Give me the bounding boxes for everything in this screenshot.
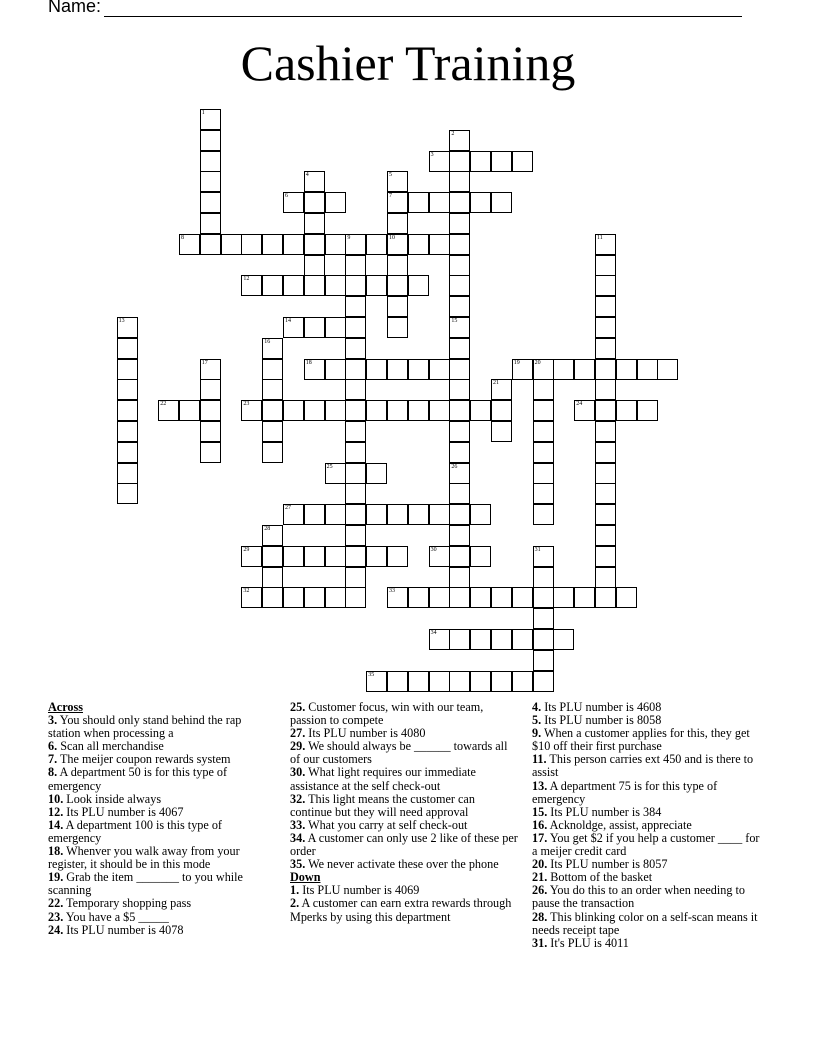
crossword-cell[interactable] [533,504,554,525]
across-clue: 25. Customer focus, win with our team, passion to compete [290,700,484,728]
clue-number: 10 [389,234,395,241]
crossword-cell[interactable] [533,400,554,421]
crossword-cell[interactable] [595,546,616,567]
crossword-cell[interactable] [449,234,470,255]
down-clue: 31. It's PLU is 4011 [532,935,629,950]
crossword-cell[interactable] [241,546,262,567]
clue-number: 16 [264,338,271,345]
crossword-cell[interactable] [595,359,616,380]
across-clue: 8. A department 50 is for this type of emergency [48,765,228,793]
crossword-cell[interactable] [595,463,616,484]
crossword-cell[interactable] [283,587,304,608]
crossword-cell[interactable] [345,587,366,608]
crossword-cell[interactable] [200,234,221,255]
crossword-cell[interactable] [429,504,450,525]
crossword-cell[interactable] [262,546,283,567]
crossword-cell[interactable] [117,442,138,463]
crossword-cell[interactable] [429,546,450,567]
crossword-cell[interactable] [387,213,408,234]
clue-column-3 [532,701,760,950]
crossword-cell[interactable] [595,234,616,255]
clue-number: 17 [201,359,208,366]
crossword-cell[interactable] [595,296,616,317]
crossword-cell[interactable] [325,400,346,421]
clue-number: 24 [576,401,583,408]
down-clue: 17. You get $2 if you help a customer ____ for a meijer credit card [532,830,760,859]
across-clue: 24. Its PLU number is 4078 [48,922,184,937]
crossword-cell[interactable] [408,359,429,380]
crossword-cell[interactable] [117,421,138,442]
across-clue: 30. What light requires our immediate assistance at the self check-out [290,765,476,793]
crossword-cell[interactable] [387,359,408,380]
down-heading: Down [290,870,321,885]
across-clue: 32. This light means the customer can continue but they will need approval [290,791,475,819]
crossword-cell[interactable] [304,317,325,338]
crossword-cell[interactable] [553,587,574,608]
crossword-cell[interactable] [345,483,366,504]
crossword-cell[interactable] [470,400,491,421]
across-clue: 18. Whenver you walk away from your register, it should be in this mode [48,844,240,872]
crossword-cell[interactable] [387,504,408,525]
crossword-cell[interactable] [470,671,491,692]
down-clue: 16. Acknoldge, assist, appreciate [532,817,692,832]
crossword-cell[interactable] [345,359,366,380]
crossword-cell[interactable] [304,255,325,276]
clue-number: 26 [451,463,458,470]
crossword-cell[interactable] [325,546,346,567]
crossword-cell[interactable] [429,359,450,380]
crossword-cell[interactable] [200,400,221,421]
crossword-cell[interactable] [366,546,387,567]
clue-number: 3 [430,151,434,158]
clue-number: 7 [389,193,392,200]
crossword-cell[interactable] [449,275,470,296]
across-clue: 7. The meijer coupon rewards system [48,752,231,767]
crossword-cell[interactable] [533,359,554,380]
crossword-cell[interactable] [449,213,470,234]
crossword-cell[interactable] [325,275,346,296]
clue-number: 18 [305,359,312,366]
crossword-cell[interactable] [304,587,325,608]
crossword-cell[interactable] [283,192,304,213]
crossword-cell[interactable] [595,567,616,588]
crossword-cell[interactable] [491,421,512,442]
crossword-cell[interactable] [595,587,616,608]
crossword-cell[interactable] [366,359,387,380]
crossword-cell[interactable] [616,359,637,380]
crossword-cell[interactable] [512,587,533,608]
crossword-cell[interactable] [345,525,366,546]
clue-number: 27 [285,505,291,512]
crossword-cell[interactable] [262,525,283,546]
across-heading: Across [48,700,83,714]
crossword-cell[interactable] [304,171,325,192]
crossword-cell[interactable] [200,192,221,213]
crossword-cell[interactable] [241,587,262,608]
crossword-cell[interactable] [491,379,512,400]
clue-number: 32 [243,588,250,595]
crossword-cell[interactable] [117,400,138,421]
crossword-cell[interactable] [429,151,450,172]
crossword-cell[interactable] [117,317,138,338]
crossword-cell[interactable] [637,359,658,380]
crossword-cell[interactable] [616,587,637,608]
crossword-cell[interactable] [200,421,221,442]
crossword-cell[interactable] [200,109,221,130]
crossword-cell[interactable] [449,546,470,567]
crossword-cell[interactable] [158,400,179,421]
crossword-cell[interactable] [200,213,221,234]
crossword-cell[interactable] [345,379,366,400]
crossword-cell[interactable] [470,504,491,525]
crossword-cell[interactable] [117,338,138,359]
crossword-cell[interactable] [117,463,138,484]
crossword-cell[interactable] [429,192,450,213]
crossword-cell[interactable] [117,483,138,504]
crossword-cell[interactable] [387,275,408,296]
clue-number: 33 [389,588,395,595]
crossword-cell[interactable] [449,629,470,650]
across-clue: 29. We should always be ______ towards all of our customers [290,739,508,767]
clue-number: 34 [430,630,437,636]
crossword-cell[interactable] [470,192,491,213]
crossword-cell[interactable] [117,359,138,380]
crossword-cell[interactable] [533,567,554,588]
crossword-cell[interactable] [533,421,554,442]
crossword-cell[interactable] [595,379,616,400]
crossword-cell[interactable] [262,338,283,359]
crossword-cell[interactable] [262,359,283,380]
crossword-cell[interactable] [262,442,283,463]
clue-number: 4 [305,172,309,179]
crossword-cell[interactable] [595,317,616,338]
crossword-cell[interactable] [387,234,408,255]
clue-number: 1 [201,110,205,116]
crossword-cell[interactable] [470,587,491,608]
crossword-cell[interactable] [221,234,242,255]
crossword-cell[interactable] [533,587,554,608]
clue-number: 5 [389,172,392,179]
across-clue: 14. A department 100 is this type of emergency [48,817,222,845]
crossword-cell[interactable] [574,359,595,380]
crossword-cell[interactable] [512,359,533,380]
crossword-cell[interactable] [117,379,138,400]
crossword-cell[interactable] [574,587,595,608]
crossword-cell[interactable] [408,275,429,296]
crossword-cell[interactable] [533,463,554,484]
crossword-cell[interactable] [449,671,470,692]
crossword-cell[interactable] [595,525,616,546]
crossword-cell[interactable] [345,400,366,421]
across-clue: 33. What you carry at self check-out [290,817,468,832]
crossword-cell[interactable] [262,400,283,421]
down-clue: 21. Bottom of the basket [532,870,653,885]
down-clue: 20. Its PLU number is 8057 [532,857,668,872]
crossword-cell[interactable] [449,567,470,588]
across-clue: 6. Scan all merchandise [48,739,164,754]
crossword-cell[interactable] [325,587,346,608]
crossword-cell[interactable] [449,463,470,484]
crossword-cell[interactable] [449,130,470,151]
crossword-cell[interactable] [283,317,304,338]
clue-number: 30 [430,546,437,553]
crossword-cell[interactable] [574,400,595,421]
crossword-cell[interactable] [533,546,554,567]
crossword-cell[interactable] [345,504,366,525]
crossword-cell[interactable] [345,442,366,463]
crossword-cell[interactable] [262,379,283,400]
crossword-cell[interactable] [512,629,533,650]
crossword-cell[interactable] [449,171,470,192]
crossword-cell[interactable] [595,483,616,504]
crossword-cell[interactable] [387,587,408,608]
clue-number: 14 [285,318,291,324]
crossword-cell[interactable] [616,400,637,421]
crossword-cell[interactable] [491,151,512,172]
crossword-cell[interactable] [429,629,450,650]
crossword-cell[interactable] [491,400,512,421]
crossword-cell[interactable] [491,671,512,692]
crossword-cell[interactable] [366,671,387,692]
across-clue: 3. You should only stand behind the rap station when processing a [48,713,242,741]
crossword-cell[interactable] [595,400,616,421]
crossword-cell[interactable] [283,234,304,255]
crossword-cell[interactable] [512,151,533,172]
clue-number: 22 [160,401,167,408]
crossword-cell[interactable] [345,546,366,567]
down-clue: 4. Its PLU number is 4608 [532,700,662,714]
across-clue: 12. Its PLU number is 4067 [48,804,184,819]
crossword-cell[interactable] [366,400,387,421]
crossword-cell[interactable] [595,421,616,442]
crossword-cell[interactable] [408,234,429,255]
crossword-cell[interactable] [262,567,283,588]
down-clue: 5. Its PLU number is 8058 [532,713,662,728]
crossword-cell[interactable] [366,275,387,296]
crossword-cell[interactable] [387,400,408,421]
crossword-cell[interactable] [595,442,616,463]
across-clue: 19. Grab the item _______ to you while scanning [48,870,243,898]
crossword-cell[interactable] [304,546,325,567]
clue-number: 23 [243,401,250,408]
crossword-cell[interactable] [304,192,325,213]
crossword-cell[interactable] [387,192,408,213]
clue-number: 15 [451,318,458,324]
clue-column-2 [290,701,518,924]
down-clue: 15. Its PLU number is 384 [532,804,662,819]
crossword-cell[interactable] [366,504,387,525]
crossword-cell[interactable] [595,275,616,296]
crossword-cell[interactable] [491,192,512,213]
clue-number: 6 [285,193,288,200]
clue-number: 12 [243,276,250,283]
name-label: Name: [48,0,102,16]
crossword-cell[interactable] [200,130,221,151]
crossword-cell[interactable] [387,546,408,567]
crossword-cell[interactable] [262,587,283,608]
crossword-cell[interactable] [325,317,346,338]
crossword-cell[interactable] [241,234,262,255]
clue-number: 35 [368,671,375,678]
crossword-cell[interactable] [200,151,221,172]
crossword-cell[interactable] [595,338,616,359]
crossword-cell[interactable] [449,525,470,546]
crossword-cell[interactable] [325,192,346,213]
crossword-cell[interactable] [408,192,429,213]
crossword-cell[interactable] [449,192,470,213]
crossword-cell[interactable] [325,504,346,525]
crossword-cell[interactable] [283,275,304,296]
crossword-cell[interactable] [262,421,283,442]
crossword-cell[interactable] [408,587,429,608]
crossword-cell[interactable] [491,629,512,650]
crossword-cell[interactable] [449,504,470,525]
crossword-cell[interactable] [262,275,283,296]
crossword-cell[interactable] [200,379,221,400]
clue-column-1 [48,701,276,937]
crossword-cell[interactable] [449,483,470,504]
clue-number: 13 [118,318,125,324]
crossword-cell[interactable] [449,359,470,380]
crossword-cell[interactable] [179,234,200,255]
crossword-cell[interactable] [533,650,554,671]
crossword-cell[interactable] [200,171,221,192]
clue-number: 11 [597,234,603,241]
crossword-cell[interactable] [470,629,491,650]
page-title: Cashier Training [240,35,576,91]
crossword-cell[interactable] [304,359,325,380]
across-clue: 10. Look inside always [48,791,162,806]
crossword-cell[interactable] [533,671,554,692]
crossword-cell[interactable] [179,400,200,421]
across-clue: 22. Temporary shopping pass [48,896,192,911]
crossword-cell[interactable] [304,213,325,234]
crossword-cell[interactable] [637,400,658,421]
crossword-cell[interactable] [533,442,554,463]
down-clue: 11. This person carries ext 450 and is there to assist [532,752,754,780]
down-clue: 28. This blinking color on a self-scan means it needs receipt tape [532,909,758,937]
crossword-cell[interactable] [304,275,325,296]
crossword-cell[interactable] [283,400,304,421]
crossword-cell[interactable] [429,234,450,255]
crossword-cell[interactable] [533,608,554,629]
crossword-cell[interactable] [304,400,325,421]
crossword-cell[interactable] [470,151,491,172]
crossword-cell[interactable] [325,234,346,255]
crossword-cell[interactable] [595,504,616,525]
crossword-cell[interactable] [449,338,470,359]
crossword-cell[interactable] [345,317,366,338]
across-clue: 23. You have a $5 _____ [48,909,169,924]
clue-number: 19 [513,359,520,366]
clue-number: 8 [181,234,184,241]
crossword-cell[interactable] [429,400,450,421]
clue-number: 28 [264,526,271,532]
clue-number: 20 [534,359,541,366]
crossword-cell[interactable] [429,587,450,608]
crossword-cell[interactable] [304,234,325,255]
clue-number: 9 [347,234,351,241]
clue-number: 25 [326,463,333,470]
crossword-cell[interactable] [553,629,574,650]
down-clue: 1. Its PLU number is 4069 [290,883,420,898]
crossword-cell[interactable] [387,296,408,317]
crossword-cell[interactable] [366,463,387,484]
crossword-cell[interactable] [200,359,221,380]
crossword-cell[interactable] [408,504,429,525]
clue-number: 31 [534,546,541,553]
crossword-cell[interactable] [449,379,470,400]
crossword-cell[interactable] [387,671,408,692]
crossword-cell[interactable] [241,400,262,421]
crossword-cell[interactable] [345,567,366,588]
crossword-cell[interactable] [283,546,304,567]
across-clue: 34. A customer can only use 2 like of these per order [290,830,518,859]
crossword-cell[interactable] [449,296,470,317]
crossword-cell[interactable] [449,151,470,172]
crossword-cell[interactable] [345,338,366,359]
across-clue: 27. Its PLU number is 4080 [290,726,426,741]
crossword-cell[interactable] [533,629,554,650]
crossword-cell[interactable] [470,546,491,567]
down-clue: 26. You do this to an order when needing to pause the transaction [532,883,745,911]
crossword-cell[interactable] [657,359,678,380]
crossword-cell[interactable] [345,421,366,442]
crossword-cell[interactable] [449,255,470,276]
crossword-cell[interactable] [325,463,346,484]
crossword-cell[interactable] [345,275,366,296]
crossword-cell[interactable] [345,296,366,317]
crossword-cell[interactable] [449,442,470,463]
across-clue: 35. We never activate these over the phone [290,857,499,872]
crossword-cell[interactable] [491,587,512,608]
crossword-cell[interactable] [366,234,387,255]
crossword-cell[interactable] [387,317,408,338]
crossword-cell[interactable] [408,400,429,421]
crossword-cell[interactable] [595,255,616,276]
crossword-cell[interactable] [345,255,366,276]
clue-number: 21 [493,380,499,387]
crossword-cell[interactable] [429,671,450,692]
crossword-cell[interactable] [304,504,325,525]
crossword-cell[interactable] [533,483,554,504]
crossword-cell[interactable] [408,671,429,692]
crossword-cell[interactable] [200,442,221,463]
crossword-cell[interactable] [241,275,262,296]
crossword-cell[interactable] [449,400,470,421]
clue-number: 29 [243,546,250,553]
crossword-cell[interactable] [283,504,304,525]
crossword-cell[interactable] [449,421,470,442]
down-clue: 9. When a customer applies for this, they get $10 off their first purchase [532,726,750,754]
crossword-cell[interactable] [345,234,366,255]
clue-number: 2 [451,130,455,137]
crossword-cell[interactable] [449,587,470,608]
down-clue: 13. A department 75 is for this type of emergency [532,778,718,806]
crossword-cell[interactable] [262,234,283,255]
crossword-cell[interactable] [345,463,366,484]
crossword-cell[interactable] [512,671,533,692]
crossword-cell[interactable] [533,379,554,400]
crossword-cell[interactable] [449,317,470,338]
crossword-cell[interactable] [387,171,408,192]
down-clue: 2. A customer can earn extra rewards through Mperks by using this department [290,896,512,924]
crossword-cell[interactable] [553,359,574,380]
crossword-cell[interactable] [325,359,346,380]
crossword-cell[interactable] [387,255,408,276]
